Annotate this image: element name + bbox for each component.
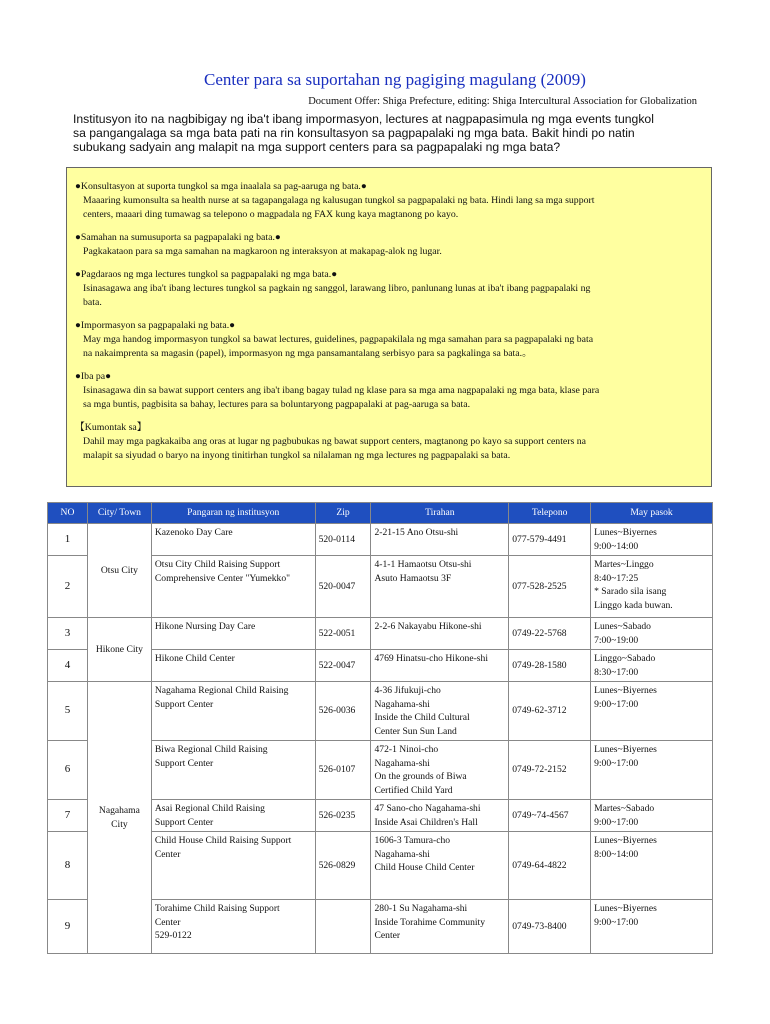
section-body-line: May mga handog impormasyon tungkol sa bawat lectures, guidelines, pagpapakilala ng mga samahan para sa pagpapalaki ng bata: [83, 334, 594, 345]
address: 2-21-15 Ano Otsu-shi: [371, 524, 509, 556]
address: 47 Sano-cho Nagahama-shi Inside Asai Children's Hall: [371, 800, 509, 832]
intro-paragraph: [73, 112, 713, 154]
section-heading: 【Kumontak sa】: [75, 422, 147, 433]
zip-code: 526-0235: [315, 800, 371, 832]
opening-hours: Linggo~Sabado 8:30~17:00: [591, 650, 713, 682]
address: 4-36 Jifukuji-cho Nagahama-shi Inside the Child Cultural Center Sun Sun Land: [371, 682, 509, 741]
institution-name: Kazenoko Day Care: [151, 524, 315, 556]
info-section-groups: [75, 231, 703, 259]
zip-code: 522-0047: [315, 650, 371, 682]
section-body-line: Isinasagawa din sa bawat support centers ang iba't ibang bagay tulad ng klase para sa mga ama nagpapalaki ng mga bata, klase para: [83, 385, 600, 396]
intro-line: Institusyon ito na nagbibigay ng iba't ibang impormasyon, lectures at nagpapasimula ng mga events tungkol: [73, 112, 654, 126]
info-section-consultation: [75, 180, 703, 222]
zip-code: 526-0036: [315, 682, 371, 741]
section-heading: ●Iba pa●: [75, 371, 112, 382]
phone-number: 0749-28-1580: [509, 650, 591, 682]
zip-code: 520-0047: [315, 556, 371, 618]
page-title: Center para sa suportahan ng pagiging magulang (2009): [204, 70, 586, 89]
phone-number: 0749-72-2152: [509, 741, 591, 800]
row-no: 3: [48, 618, 88, 650]
opening-hours: Martes~Linggo 8:40~17:25 * Sarado sila isang Linggo kada buwan.: [591, 556, 713, 618]
opening-hours: Lunes~Biyernes 8:00~14:00: [591, 832, 713, 900]
section-heading: ●Samahan na sumusuporta sa pagpapalaki ng bata.●: [75, 232, 281, 243]
zip-code: 526-0829: [315, 832, 371, 900]
zip-code: 520-0114: [315, 524, 371, 556]
opening-hours: Lunes~Biyernes 9:00~17:00: [591, 682, 713, 741]
city-cell: Otsu City: [87, 524, 151, 618]
row-no: 4: [48, 650, 88, 682]
section-body-line: Maaaring kumonsulta sa health nurse at sa tagapangalaga ng kalusugan tungkol sa pagpapalaki ng bata. Hindi lang sa mga support: [83, 195, 595, 206]
address: 4769 Hinatsu-cho Hikone-shi: [371, 650, 509, 682]
section-body-line: Dahil may mga pagkakaiba ang oras at lugar ng pagbubukas ng bawat support centers, magtanong po kayo sa support centers na: [83, 436, 587, 447]
institution-name: Nagahama Regional Child Raising Support Center: [151, 682, 315, 741]
section-body-line: Isinasagawa ang iba't ibang lectures tungkol sa pagkain ng sanggol, larawang libro, panlunang lunas at iba't ibang pagpapalaki ng: [83, 283, 591, 294]
phone-number: 077-528-2525: [509, 556, 591, 618]
zip-code: 522-0051: [315, 618, 371, 650]
section-body-line: centers, maaari ding tumawag sa telepono o magpadala ng FAX kung kaya magtanong po kayo.: [83, 209, 459, 220]
row-no: 5: [48, 682, 88, 741]
opening-hours: Lunes~Sabado 7:00~19:00: [591, 618, 713, 650]
phone-number: 0749-64-4822: [509, 832, 591, 900]
section-body-line: bata.: [83, 297, 102, 308]
table-header-row: [48, 503, 713, 524]
institution-name: Hikone Nursing Day Care: [151, 618, 315, 650]
zip-code: 526-0107: [315, 741, 371, 800]
row-no: 6: [48, 741, 88, 800]
institution-name: Hikone Child Center: [151, 650, 315, 682]
row-no: 9: [48, 900, 88, 954]
row-no: 8: [48, 832, 88, 900]
address: 472-1 Ninoi-cho Nagahama-shi On the grounds of Biwa Certified Child Yard: [371, 741, 509, 800]
section-body-line: na nakaimprenta sa magasin (papel), impormasyon ng mga pansamantalang serbisyo para sa pagkalinga sa bata.。: [83, 348, 532, 359]
phone-number: 0749~74-4567: [509, 800, 591, 832]
table-row: [48, 618, 713, 650]
intro-line: subukang sadyain ang malapit na mga support centers para sa pagpapalaki ng mga bata?: [73, 140, 561, 154]
col-header-name: Pangaran ng institusyon: [151, 503, 315, 524]
address: 280-1 Su Nagahama-shi Inside Torahime Community Center: [371, 900, 509, 954]
phone-number: 0749-22-5768: [509, 618, 591, 650]
col-header-no: NO: [48, 503, 88, 524]
info-section-information: [75, 319, 703, 361]
address: 1606-3 Tamura-cho Nagahama-shi Child House Child Center: [371, 832, 509, 900]
section-heading: ●Impormasyon sa pagpapalaki ng bata.●: [75, 320, 236, 331]
section-heading: ●Konsultasyon at suporta tungkol sa mga inaalala sa pag-aaruga ng bata.●: [75, 181, 367, 192]
col-header-zip: Zip: [315, 503, 371, 524]
col-header-phone: Telepono: [509, 503, 591, 524]
row-no: 7: [48, 800, 88, 832]
col-header-city: City/ Town: [87, 503, 151, 524]
table-row: [48, 524, 713, 556]
institution-name: Child House Child Raising Support Center: [151, 832, 315, 900]
col-header-hours: May pasok: [591, 503, 713, 524]
col-header-address: Tirahan: [371, 503, 509, 524]
phone-number: 077-579-4491: [509, 524, 591, 556]
info-section-lectures: [75, 268, 703, 310]
institution-name: Asai Regional Child Raising Support Center: [151, 800, 315, 832]
institution-name: Torahime Child Raising Support Center 529-0122: [151, 900, 315, 954]
opening-hours: Lunes~Biyernes 9:00~14:00: [591, 524, 713, 556]
institution-name: Biwa Regional Child Raising Support Center: [151, 741, 315, 800]
intro-line: sa pangangalaga sa mga bata pati na rin konsultasyon sa pagpapalaki ng mga bata. Bakit hindi po natin: [73, 126, 635, 140]
info-section-others: [75, 370, 703, 412]
phone-number: 0749-62-3712: [509, 682, 591, 741]
opening-hours: Martes~Sabado 9:00~17:00: [591, 800, 713, 832]
info-box: [66, 167, 712, 487]
opening-hours: Lunes~Biyernes 9:00~17:00: [591, 900, 713, 954]
opening-hours: Lunes~Biyernes 9:00~17:00: [591, 741, 713, 800]
section-heading: ●Pagdaraos ng mga lectures tungkol sa pagpapalaki ng mga bata.●: [75, 269, 338, 280]
row-no: 1: [48, 524, 88, 556]
section-body-line: sa mga buntis, pagbisita sa bahay, lectures para sa boluntaryong pagpapalaki at pag-aaruga sa bata.: [83, 399, 471, 410]
section-body-line: Pagkakataon para sa mga samahan na magkaroon ng interaksyon at makapag-alok ng lugar.: [83, 246, 442, 257]
table-row: [48, 682, 713, 741]
address: 2-2-6 Nakayabu Hikone-shi: [371, 618, 509, 650]
section-body-line: malapit sa siyudad o baryo na inyong tinitirhan tungkol sa nilalaman ng mga lectures ng pagpapalaki sa bata.: [83, 450, 511, 461]
city-cell: Nagahama City: [87, 682, 151, 954]
document-offer: Document Offer: Shiga Prefecture, editing: Shiga Intercultural Association for Globalization: [308, 96, 697, 107]
city-cell: Hikone City: [87, 618, 151, 682]
support-centers-table: [47, 502, 713, 954]
address: 4-1-1 Hamaotsu Otsu-shi Asuto Hamaotsu 3F: [371, 556, 509, 618]
zip-code: [315, 900, 371, 954]
row-no: 2: [48, 556, 88, 618]
info-section-contact: [75, 421, 703, 463]
institution-name: Otsu City Child Raising Support Comprehensive Center "Yumekko": [151, 556, 315, 618]
phone-number: 0749-73-8400: [509, 900, 591, 954]
